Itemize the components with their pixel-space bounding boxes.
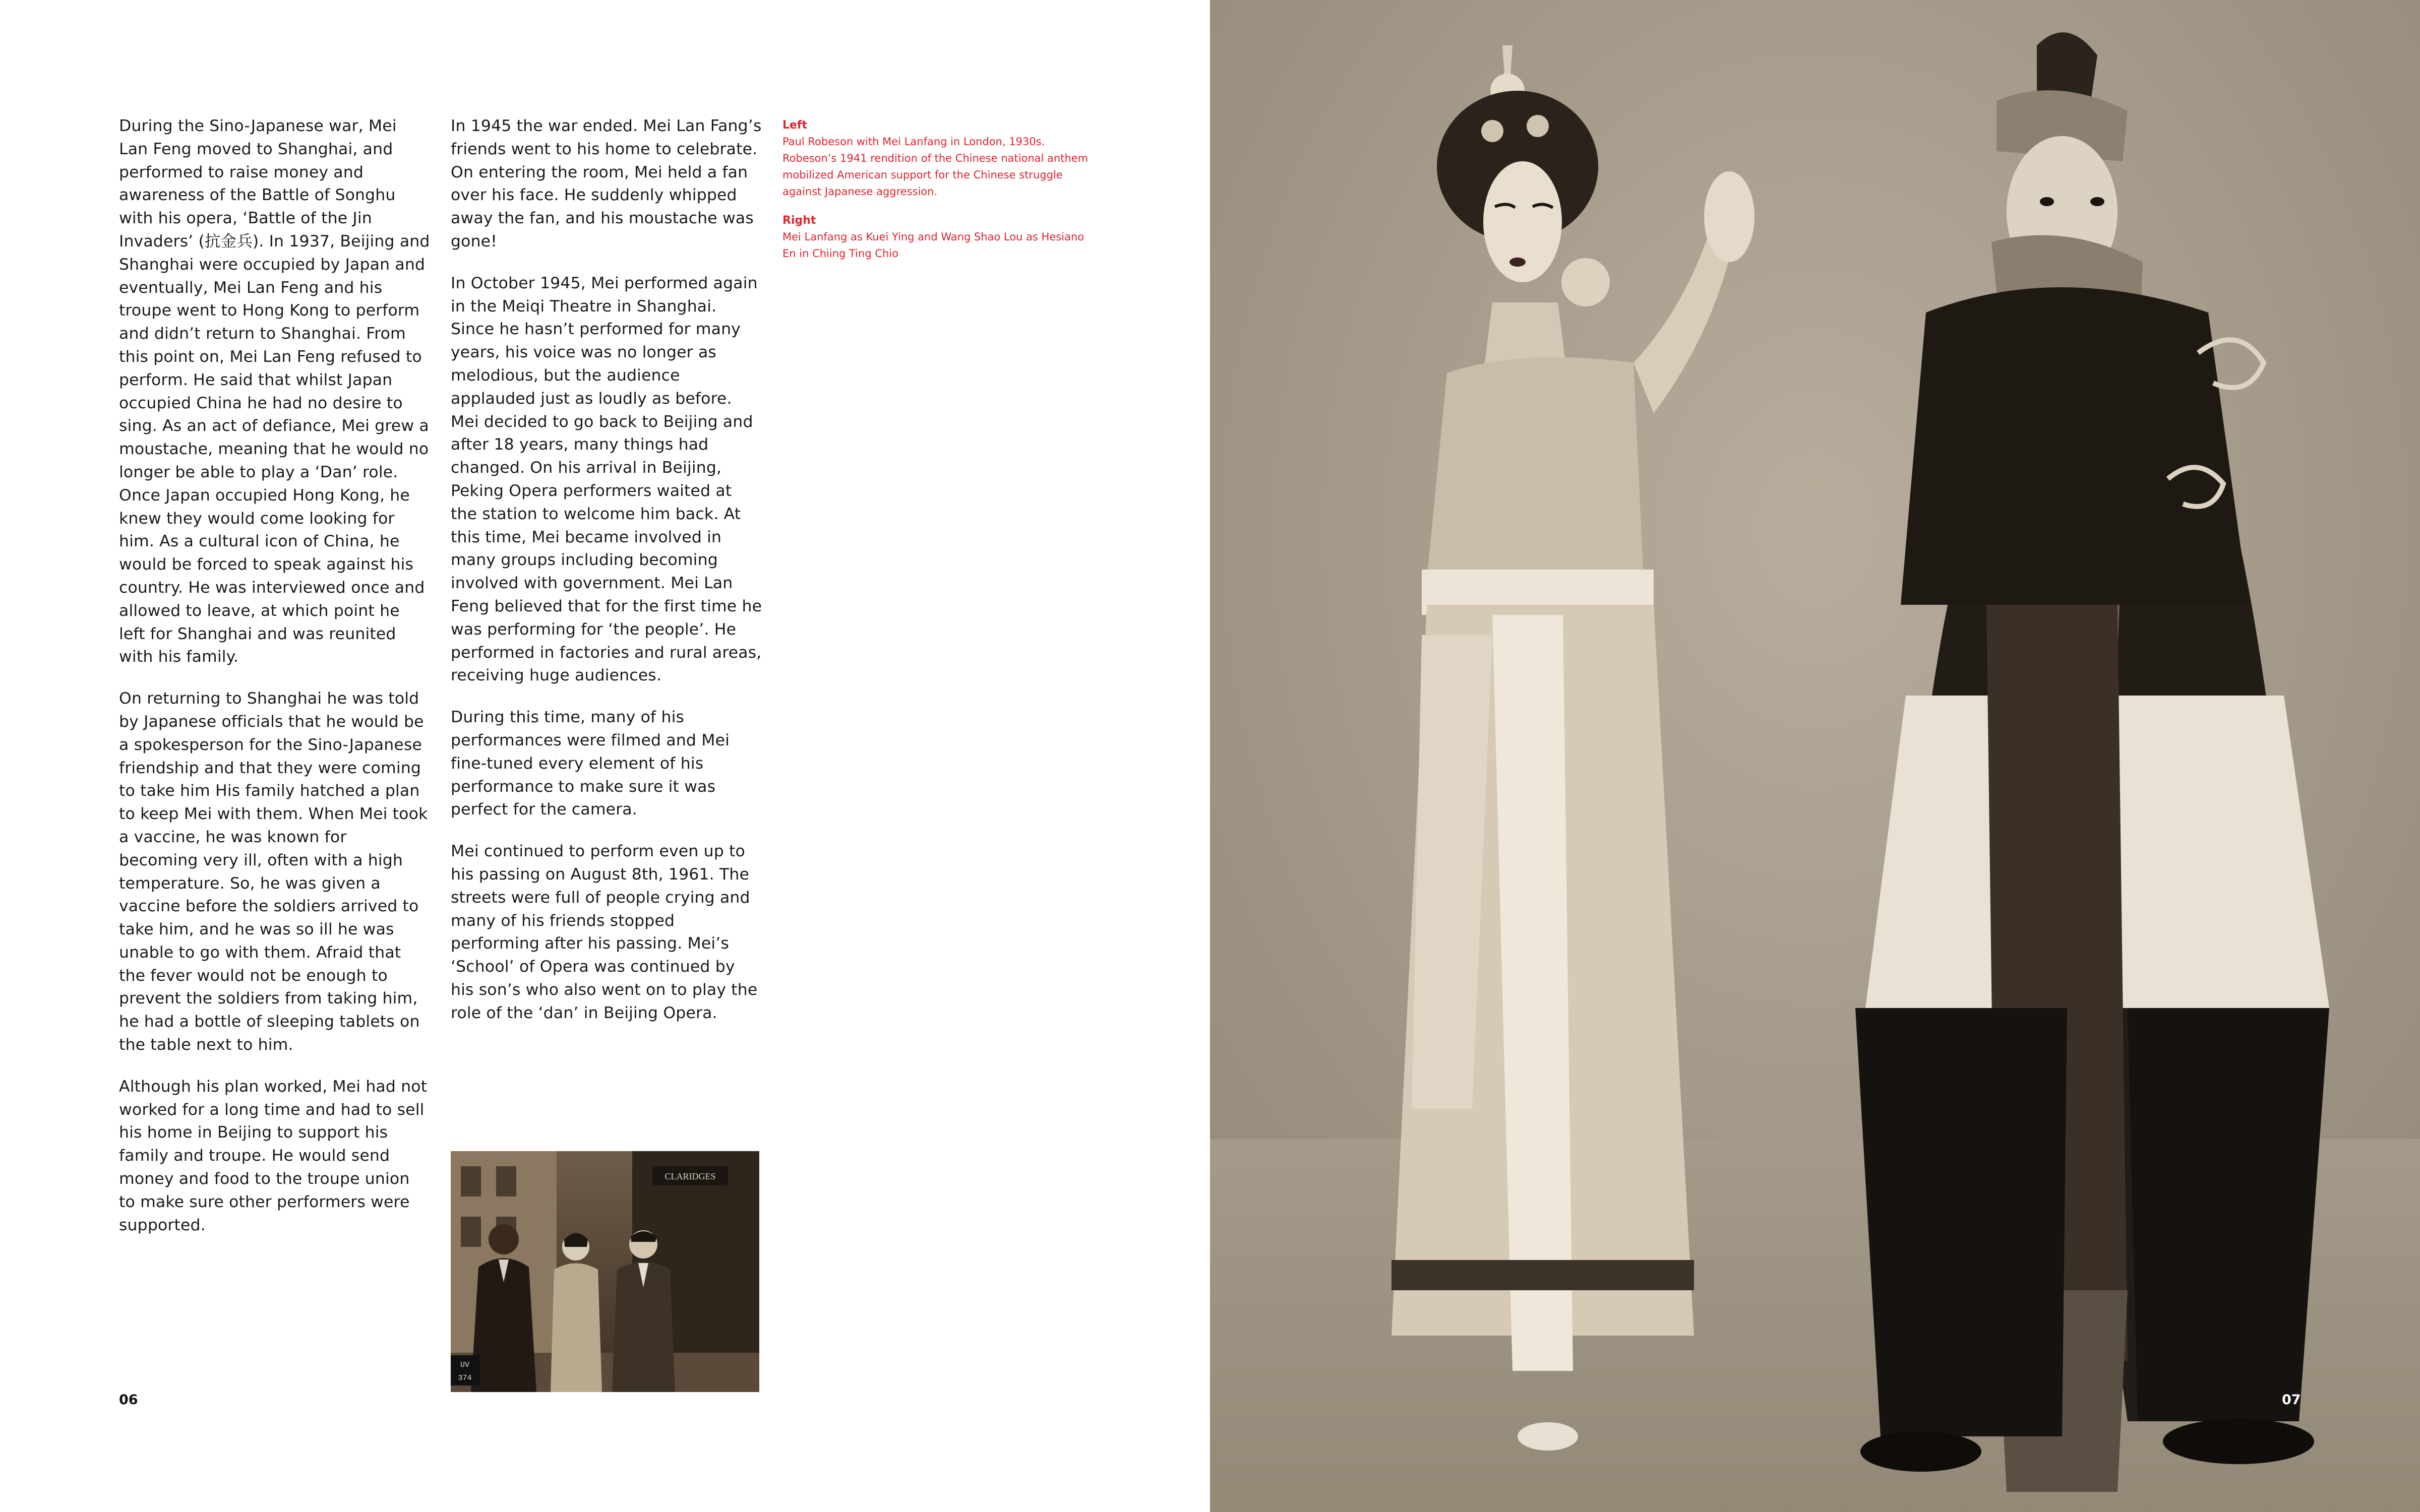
text-column-left bbox=[119, 115, 431, 1255]
paragraph: Although his plan worked, Mei had not worked for a long time and had to sell his home in Beijing to support his family and troupe. He would send money and food to the troupe union to make sure other performers were supported. bbox=[119, 1077, 428, 1234]
plate-text-bottom: 374 bbox=[458, 1374, 472, 1382]
paragraph: During this time, many of his performances were filmed and Mei fine-tuned every element of his performance to make sure it was perfect for the camera. bbox=[451, 708, 730, 819]
caption-label-left: Left bbox=[782, 119, 808, 132]
caption-text-right: Mei Lanfang as Kuei Ying and Wang Shao Lou as Hesiano En in Chiing Ting Chio bbox=[782, 231, 1084, 260]
claridges-sign: CLARIDGES bbox=[664, 1171, 716, 1181]
opera-performers-photo bbox=[1210, 0, 2420, 1512]
caption-label-right: Right bbox=[782, 214, 816, 227]
street-photo-illustration bbox=[451, 1151, 759, 1392]
paragraph: Mei continued to perform even up to his passing on August 8th, 1961. The streets were full of people crying and many of his friends stopped performing after his passing. Mei’s ‘School’ of Opera was continued by his son’s who also went on to play the role of the ‘dan’ in Beijing Opera. bbox=[451, 842, 758, 1022]
paragraph: In October 1945, Mei performed again in the Meiqi Theatre in Shanghai. Since he hasn’t performed for many years, his voice was no longer as melodious, but the audience applauded just as loudly as before. Mei decided to go back to Beijing and after 18 years, many things had changed. On his arrival in Beijing, Peking Opera performers waited at the station to welcome him back. At this time, Mei became involved in many groups including becoming involved with government. Mei Lan Feng believed that for the first time he was performing for ‘the people’. He performed in factories and rural areas, receiving huge audiences. bbox=[451, 274, 762, 685]
plate-text-top: UV bbox=[460, 1361, 470, 1369]
robeson-street-photo bbox=[451, 1151, 759, 1392]
page-number-left: 06 bbox=[119, 1392, 138, 1408]
paragraph: On returning to Shanghai he was told by Japanese officials that he would be a spokesperson for the Sino-Japanese friendship and that they were coming to take him His family hatched a plan to keep Mei with them. When Mei took a vaccine, he was known for becoming very ill, often with a high temperature. So, he was given a vaccine before the soldiers arrived to take him, and he was so ill he was unable to go with them. Afraid that the fever would not be enough to prevent the soldiers from taking him, he had a bottle of sleeping tablets on the table next to him. bbox=[119, 689, 428, 1054]
paragraph: During the Sino-Japanese war, Mei Lan Feng moved to Shanghai, and performed to raise money and awareness of the Battle of Songhu with his opera, ‘Battle of the Jin Invaders’ (抗金兵). In 1937, Beijing and Shanghai were occupied by Japan and eventually, Mei Lan Feng and his troupe went to Hong Kong to perform and didn’t return to Shanghai. From this point on, Mei Lan Feng refused to perform. He said that whilst Japan occupied China he had no desire to sing. As an act of defiance, Mei grew a moustache, meaning that he would no longer be able to play a ‘Dan’ role. Once Japan occupied Hong Kong, he knew they would come looking for him. As a cultural icon of China, he would be forced to speak against his country. He was interviewed once and allowed to leave, at which point he left for Shanghai and was reunited with his family. bbox=[119, 117, 430, 666]
caption-text-left: Paul Robeson with Mei Lanfang in London, 1930s. Robeson’s 1941 rendition of the Chinese national anthem mobilized American support for the Chinese struggle against Japanese aggression. bbox=[782, 136, 1088, 198]
text-column-middle bbox=[451, 115, 762, 1043]
page-number-right: 07 bbox=[2282, 1392, 2301, 1408]
photo-captions bbox=[782, 117, 1095, 274]
paragraph: In 1945 the war ended. Mei Lan Fang’s friends went to his home to celebrate. On entering the room, Mei held a fan over his face. He suddenly whipped away the fan, and his moustache was gone! bbox=[451, 117, 762, 250]
opera-photo-illustration bbox=[1210, 0, 2420, 1512]
